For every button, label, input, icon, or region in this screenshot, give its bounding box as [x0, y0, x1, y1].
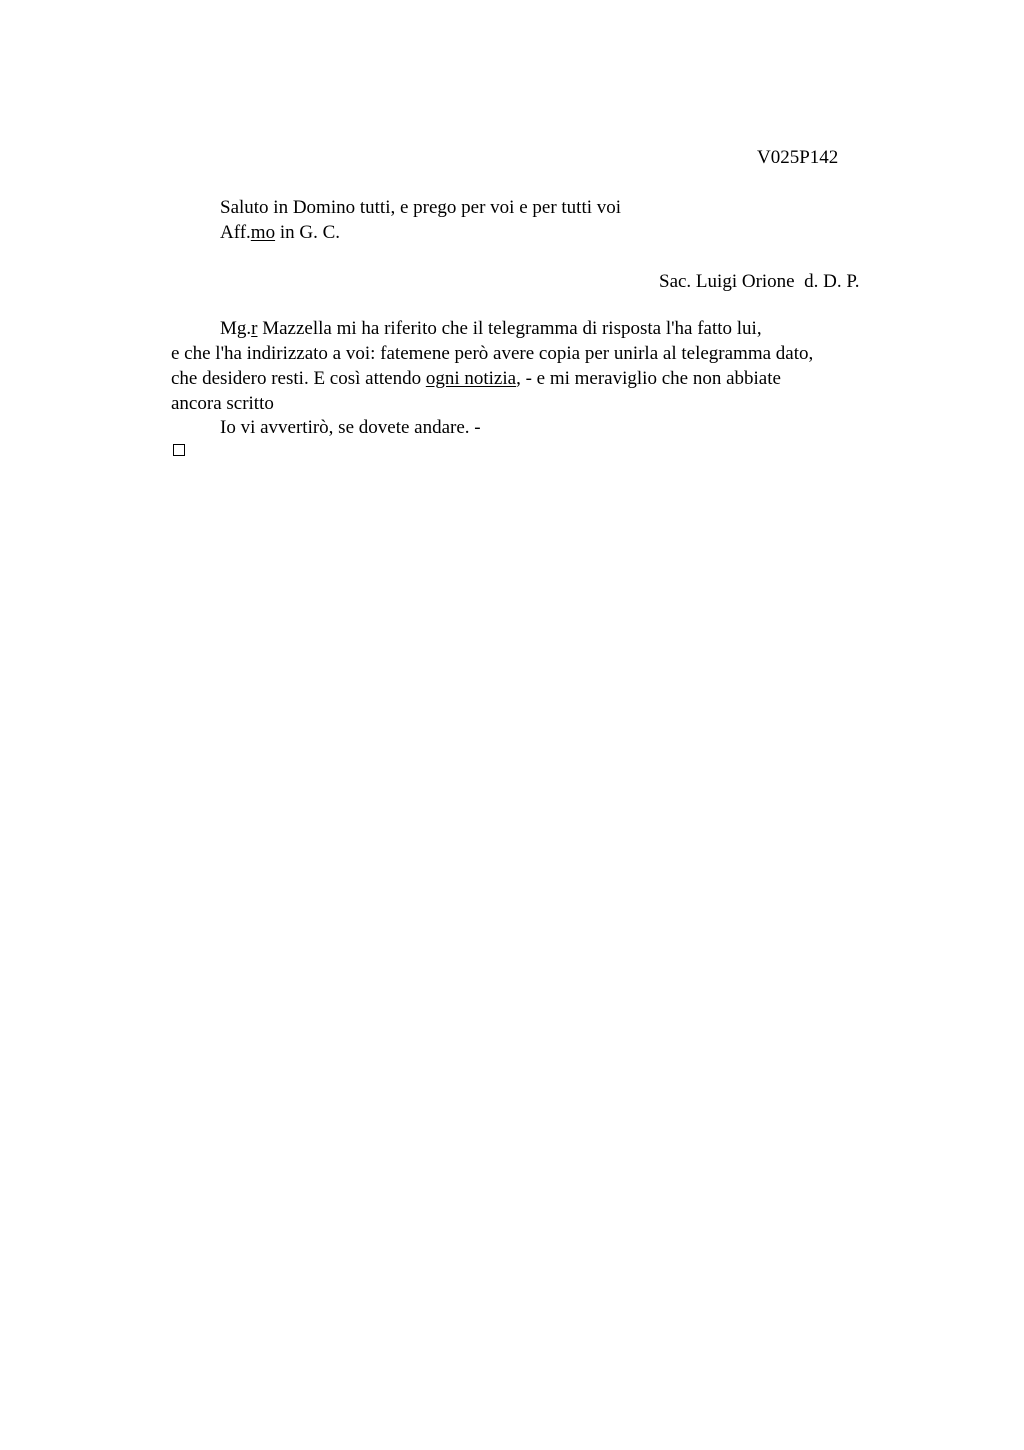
- aff-suffix: in G. C.: [275, 222, 341, 243]
- postscript-line-5: Io vi avvertirò, se dovete andare. -: [220, 417, 481, 438]
- aff-prefix: Aff.: [220, 222, 251, 243]
- closing-salute: Saluto in Domino tutti, e prego per voi e per tutti voi: [220, 197, 622, 218]
- ps-line1-rest: Mazzella mi ha riferito che il telegramma di risposta l'ha fatto lui,: [257, 318, 762, 339]
- postscript-line-1: [220, 317, 762, 341]
- ps-underlined-phrase: ogni notizia: [425, 368, 517, 389]
- ps-title-superscript: r: [251, 318, 258, 339]
- ps-line3-suffix: , - e mi meraviglio che non abbiate: [516, 368, 781, 389]
- ps-title-prefix: Mg.: [220, 318, 252, 339]
- empty-box-icon: [173, 444, 185, 456]
- aff-superscript: mo: [250, 222, 276, 243]
- postscript-line-4: ancora scritto: [171, 393, 274, 414]
- ps-line3-prefix: che desidero resti. E così attendo: [171, 368, 426, 389]
- postscript-line-2: e che l'ha indirizzato a voi: fatemene però avere copia per unirla al telegramma dato,: [171, 343, 814, 364]
- signature: Sac. Luigi Orione d. D. P.: [659, 271, 860, 292]
- closing-affectionate: [220, 221, 340, 245]
- postscript-line-3: [171, 367, 781, 391]
- page-reference: V025P142: [757, 147, 839, 168]
